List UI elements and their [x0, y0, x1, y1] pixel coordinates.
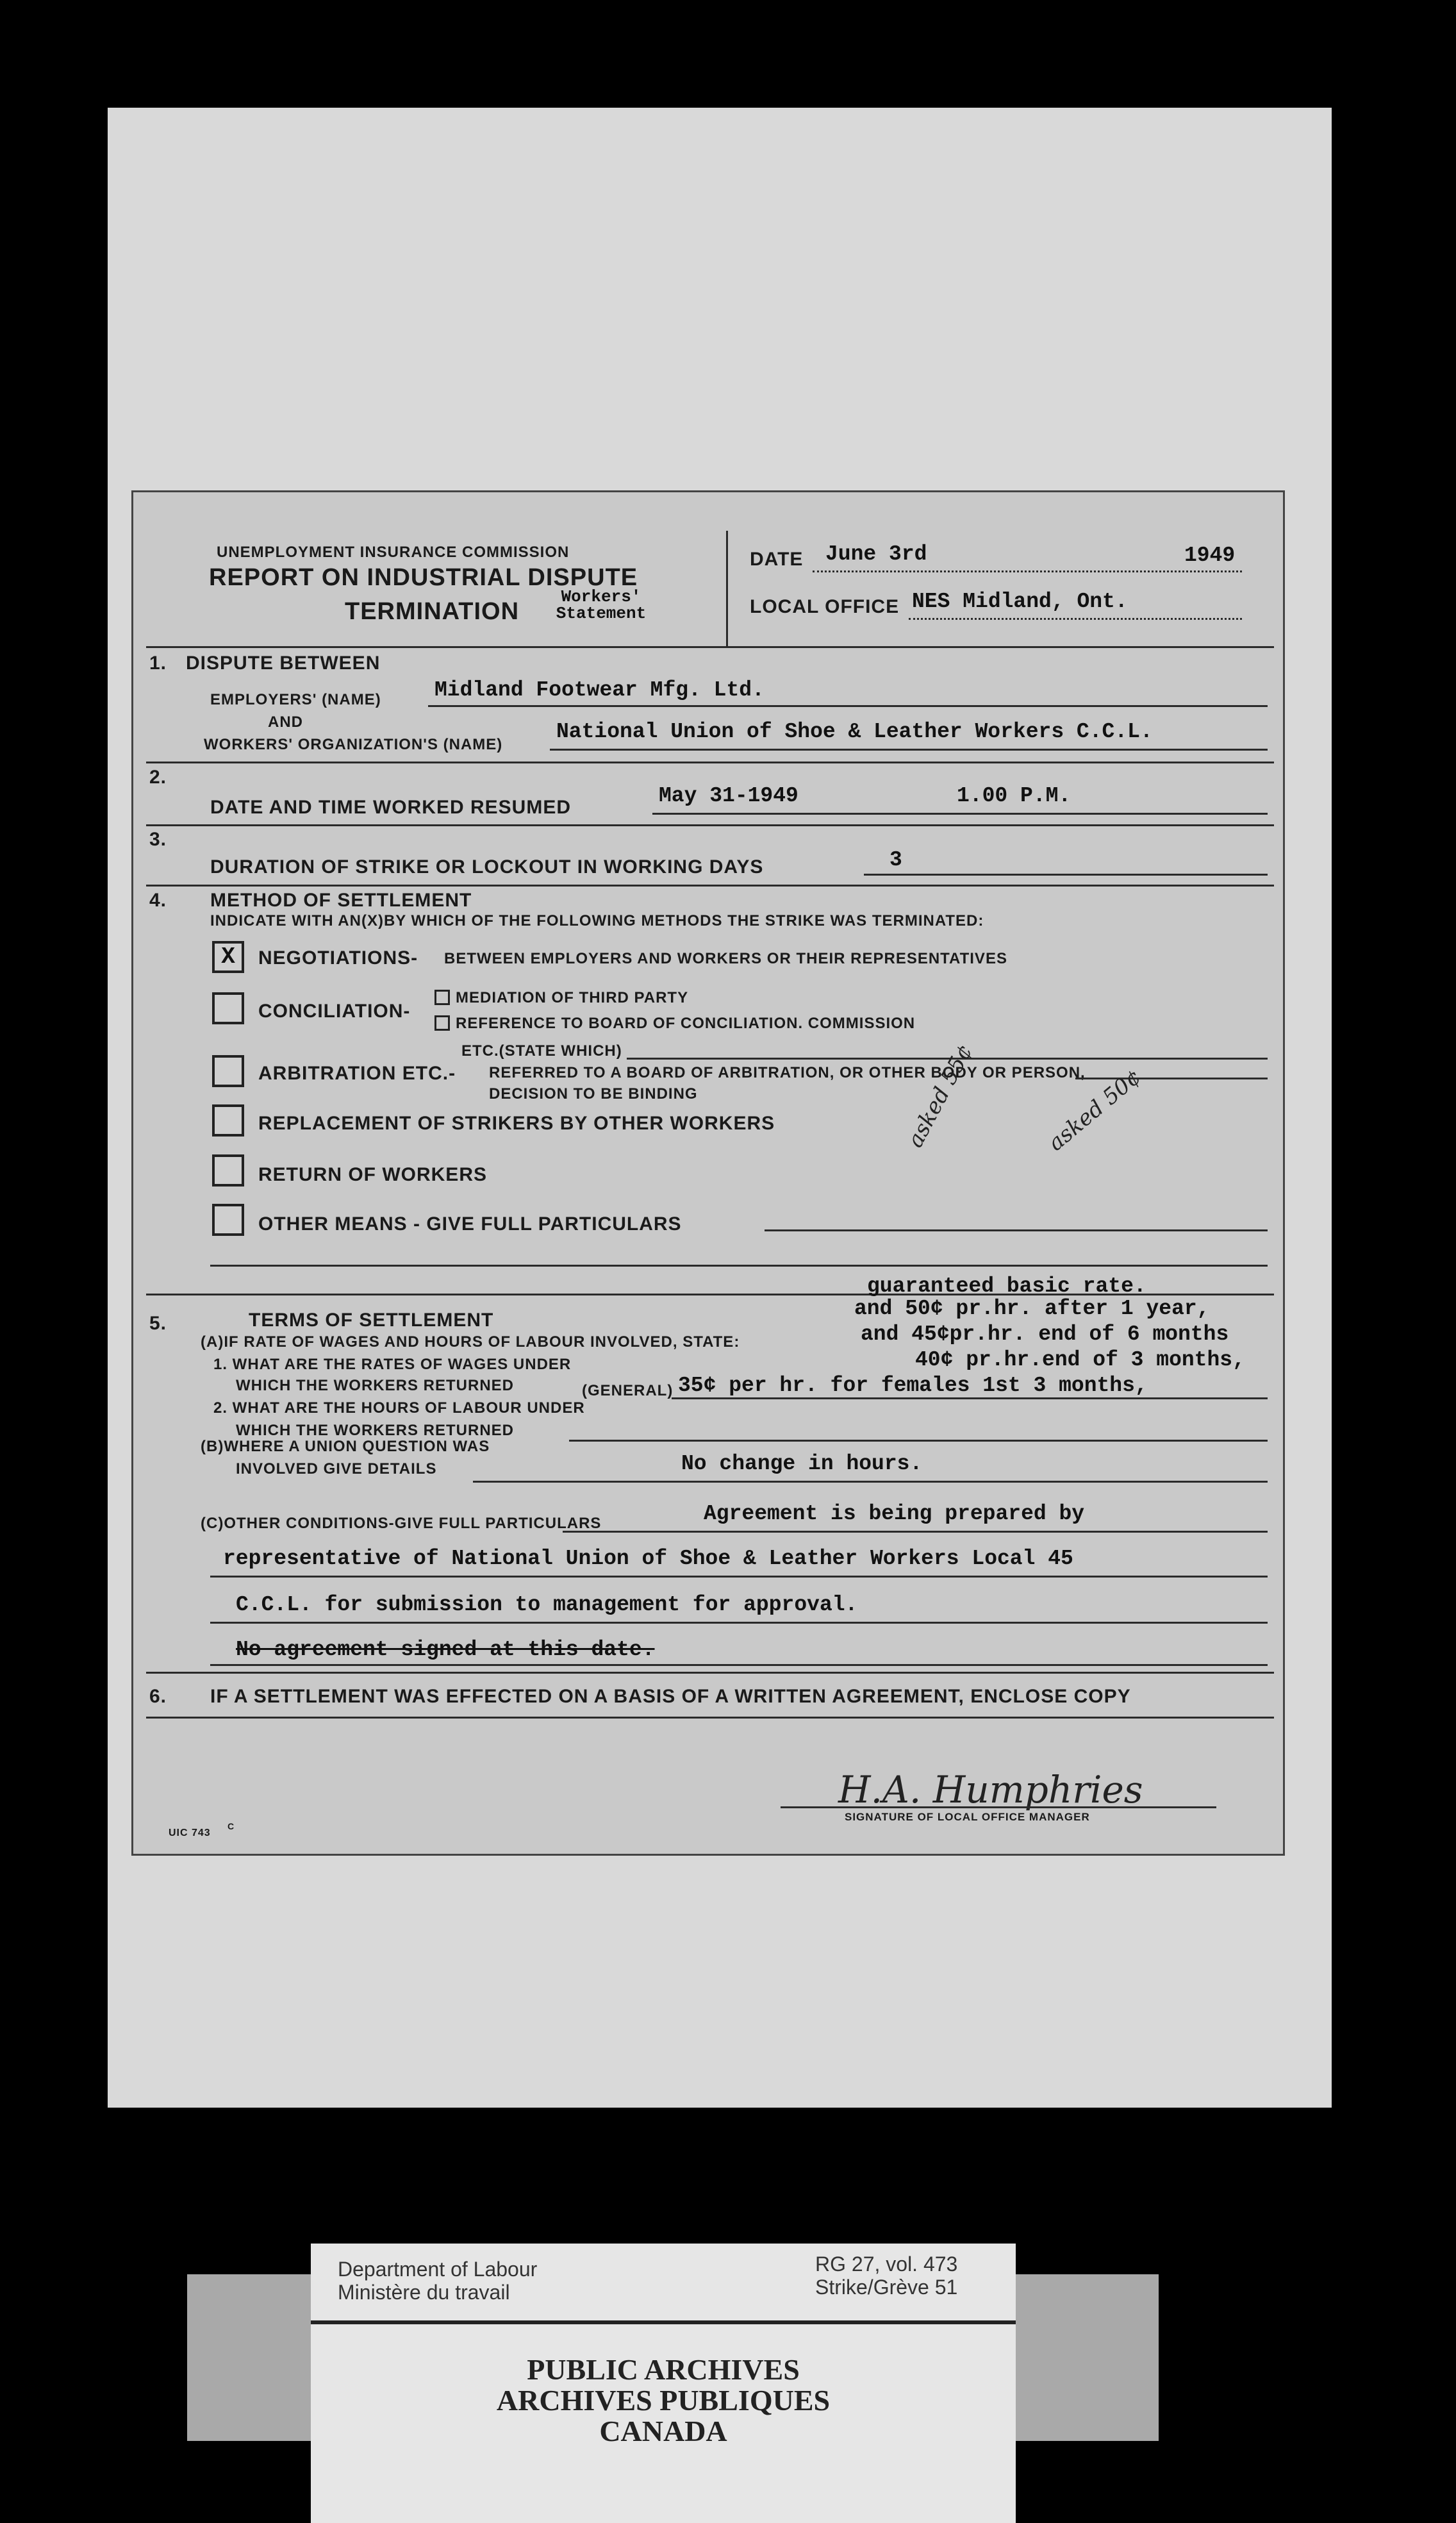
q1-general: (GENERAL) — [582, 1382, 674, 1399]
form-number-suffix: C — [228, 1821, 235, 1831]
wage-line-2: and 50¢ pr.hr. after 1 year, — [854, 1297, 1210, 1320]
mediation-checkbox[interactable] — [434, 990, 450, 1005]
conciliation-label: CONCILIATION- — [258, 1001, 411, 1022]
and-label: AND — [268, 713, 303, 731]
section4-instruction: INDICATE WITH AN(X)BY WHICH OF THE FOLLOWING METHODS THE STRIKE WAS TERMINATED: — [210, 912, 984, 929]
section-divider — [146, 1717, 1274, 1719]
strike-number: Strike/Grève 51 — [815, 2276, 958, 2299]
q2-line2: WHICH THE WORKERS RETURNED — [236, 1422, 514, 1439]
manager-signature: H.A. Humphries — [838, 1768, 1143, 1811]
handwritten-note-1: asked 55¢ — [902, 1040, 978, 1152]
conditions-line-2: representative of National Union of Shoe & Leather Workers Local 45 — [223, 1547, 1073, 1570]
section1-number: 1. — [149, 653, 167, 674]
hours-line — [569, 1440, 1268, 1442]
section4-number: 4. — [149, 890, 167, 911]
section6-label: IF A SETTLEMENT WAS EFFECTED ON A BASIS OF A WRITTEN AGREEMENT, ENCLOSE COPY — [210, 1686, 1131, 1707]
section1-heading: DISPUTE BETWEEN — [186, 653, 381, 674]
header-divider — [726, 531, 728, 646]
section-divider — [146, 646, 1274, 648]
arbitration-label: ARBITRATION ETC.- — [258, 1063, 456, 1084]
duration-label: DURATION OF STRIKE OR LOCKOUT IN WORKING DAYS — [210, 856, 764, 878]
replacement-label: REPLACEMENT OF STRIKERS BY OTHER WORKERS — [258, 1113, 775, 1134]
conciliation-checkbox[interactable] — [212, 992, 244, 1024]
section-divider — [146, 1672, 1274, 1674]
dept-fr: Ministère du travail — [338, 2281, 510, 2304]
board-label: REFERENCE TO BOARD OF CONCILIATION. COMMISSION — [456, 1015, 916, 1032]
archive-tab-wing-left — [187, 2274, 315, 2441]
resumed-label: DATE AND TIME WORKED RESUMED — [210, 797, 571, 818]
hours-value: No change in hours. — [681, 1452, 923, 1476]
duration-value: 3 — [889, 848, 902, 872]
board-checkbox[interactable] — [434, 1015, 450, 1031]
date-line — [813, 570, 1242, 572]
archive-stamp-3: CANADA — [599, 2415, 727, 2447]
conditions-rule-2 — [210, 1576, 1268, 1578]
wage-line-4: 40¢ pr.hr.end of 3 months, — [915, 1348, 1245, 1372]
section3-number: 3. — [149, 829, 167, 850]
archive-ref: RG 27, vol. 473 — [815, 2252, 958, 2276]
employers-line — [428, 705, 1268, 707]
archive-tab — [311, 2244, 1016, 2523]
workers-org-line — [550, 749, 1268, 751]
section4-heading: METHOD OF SETTLEMENT — [210, 890, 472, 911]
section5-a-label: (A)IF RATE OF WAGES AND HOURS OF LABOUR INVOLVED, STATE: — [201, 1333, 740, 1351]
date-label: DATE — [750, 549, 804, 570]
other-means-checkbox[interactable] — [212, 1204, 244, 1236]
negotiations-label: NEGOTIATIONS- — [258, 947, 418, 969]
arbitration-line — [1075, 1078, 1268, 1079]
dispute-form — [131, 490, 1285, 1856]
other-means-line — [765, 1229, 1268, 1231]
section-divider — [146, 762, 1274, 763]
arbitration-checkbox[interactable] — [212, 1055, 244, 1087]
section5-number: 5. — [149, 1313, 167, 1334]
section-divider — [146, 824, 1274, 826]
c-label: (C)OTHER CONDITIONS-GIVE FULL PARTICULARS — [201, 1515, 602, 1532]
arbitration-desc-2: DECISION TO BE BINDING — [489, 1085, 698, 1103]
signature-line — [781, 1806, 1216, 1808]
archive-tab-wing-right — [1011, 2274, 1159, 2441]
negotiations-mark: X — [221, 944, 235, 970]
form-number: UIC 743 — [169, 1828, 211, 1838]
employers-value: Midland Footwear Mfg. Ltd. — [434, 678, 765, 702]
conditions-rule-4 — [210, 1664, 1268, 1666]
duration-line — [864, 874, 1268, 876]
section6-number: 6. — [149, 1686, 167, 1707]
b-line2: INVOLVED GIVE DETAILS — [236, 1460, 437, 1478]
local-office-value: NES Midland, Ont. — [912, 590, 1128, 613]
date-value: June 3rd — [825, 542, 927, 566]
arbitration-desc-1: REFERRED TO A BOARD OF ARBITRATION, OR OTHER BODY OR PERSON, — [489, 1064, 1086, 1081]
handwritten-note-2: asked 50¢ — [1043, 1063, 1146, 1156]
conditions-line-1: Agreement is being prepared by — [704, 1502, 1085, 1526]
local-office-line — [909, 618, 1242, 620]
section5-heading: TERMS OF SETTLEMENT — [249, 1310, 494, 1331]
conditions-rule-3 — [210, 1622, 1268, 1624]
year-value: 1949 — [1184, 544, 1236, 567]
resumed-date: May 31-1949 — [659, 784, 798, 808]
negotiations-checkbox[interactable] — [212, 941, 244, 973]
b-line1: (B)WHERE A UNION QUESTION WAS — [201, 1438, 490, 1455]
statement-type: Workers' Statement — [556, 587, 647, 623]
return-label: RETURN OF WORKERS — [258, 1164, 487, 1185]
conditions-rule-1 — [563, 1531, 1268, 1533]
workers-org-label: WORKERS' ORGANIZATION'S (NAME) — [204, 736, 503, 753]
dept-en: Department of Labour — [338, 2258, 538, 2281]
negotiations-desc: BETWEEN EMPLOYERS AND WORKERS OR THEIR REPRESENTATIVES — [444, 950, 1007, 967]
form-title: REPORT ON INDUSTRIAL DISPUTE — [209, 564, 638, 591]
resumed-time: 1.00 P.M. — [957, 784, 1071, 808]
wage-line-3: and 45¢pr.hr. end of 6 months — [861, 1322, 1229, 1346]
return-checkbox[interactable] — [212, 1154, 244, 1187]
archive-stamp-2: ARCHIVES PUBLIQUES — [496, 2384, 831, 2417]
agency-name: UNEMPLOYMENT INSURANCE COMMISSION — [217, 544, 570, 561]
mediation-label: MEDIATION OF THIRD PARTY — [456, 989, 689, 1006]
q1-line2: WHICH THE WORKERS RETURNED — [236, 1377, 514, 1394]
tab-rule — [311, 2320, 1016, 2324]
form-subtitle: TERMINATION — [345, 598, 520, 625]
resumed-line — [652, 813, 1268, 815]
q2-line1: 2. WHAT ARE THE HOURS OF LABOUR UNDER — [213, 1399, 585, 1417]
etc-label: ETC.(STATE WHICH) — [461, 1042, 622, 1060]
q1-line1: 1. WHAT ARE THE RATES OF WAGES UNDER — [213, 1356, 572, 1373]
section2-number: 2. — [149, 767, 167, 788]
workers-org-value: National Union of Shoe & Leather Workers C.C.L. — [556, 720, 1153, 744]
local-office-label: LOCAL OFFICE — [750, 596, 900, 617]
other-means-line-2 — [210, 1265, 1268, 1267]
conditions-line-4: No agreement signed at this date. — [236, 1638, 655, 1661]
archive-stamp-1: PUBLIC ARCHIVES — [527, 2353, 800, 2386]
signature-label: SIGNATURE OF LOCAL OFFICE MANAGER — [845, 1811, 1090, 1823]
wage-line-1: guaranteed basic rate. — [867, 1274, 1146, 1298]
wage-line-5: 35¢ per hr. for females 1st 3 months, — [678, 1374, 1148, 1397]
replacement-checkbox[interactable] — [212, 1104, 244, 1137]
wages-line — [672, 1397, 1268, 1399]
conditions-line-3: C.C.L. for submission to management for approval. — [236, 1593, 858, 1617]
section-divider — [146, 885, 1274, 887]
employers-label: EMPLOYERS' (NAME) — [210, 691, 381, 708]
union-line — [473, 1481, 1268, 1483]
other-means-label: OTHER MEANS - GIVE FULL PARTICULARS — [258, 1213, 682, 1235]
